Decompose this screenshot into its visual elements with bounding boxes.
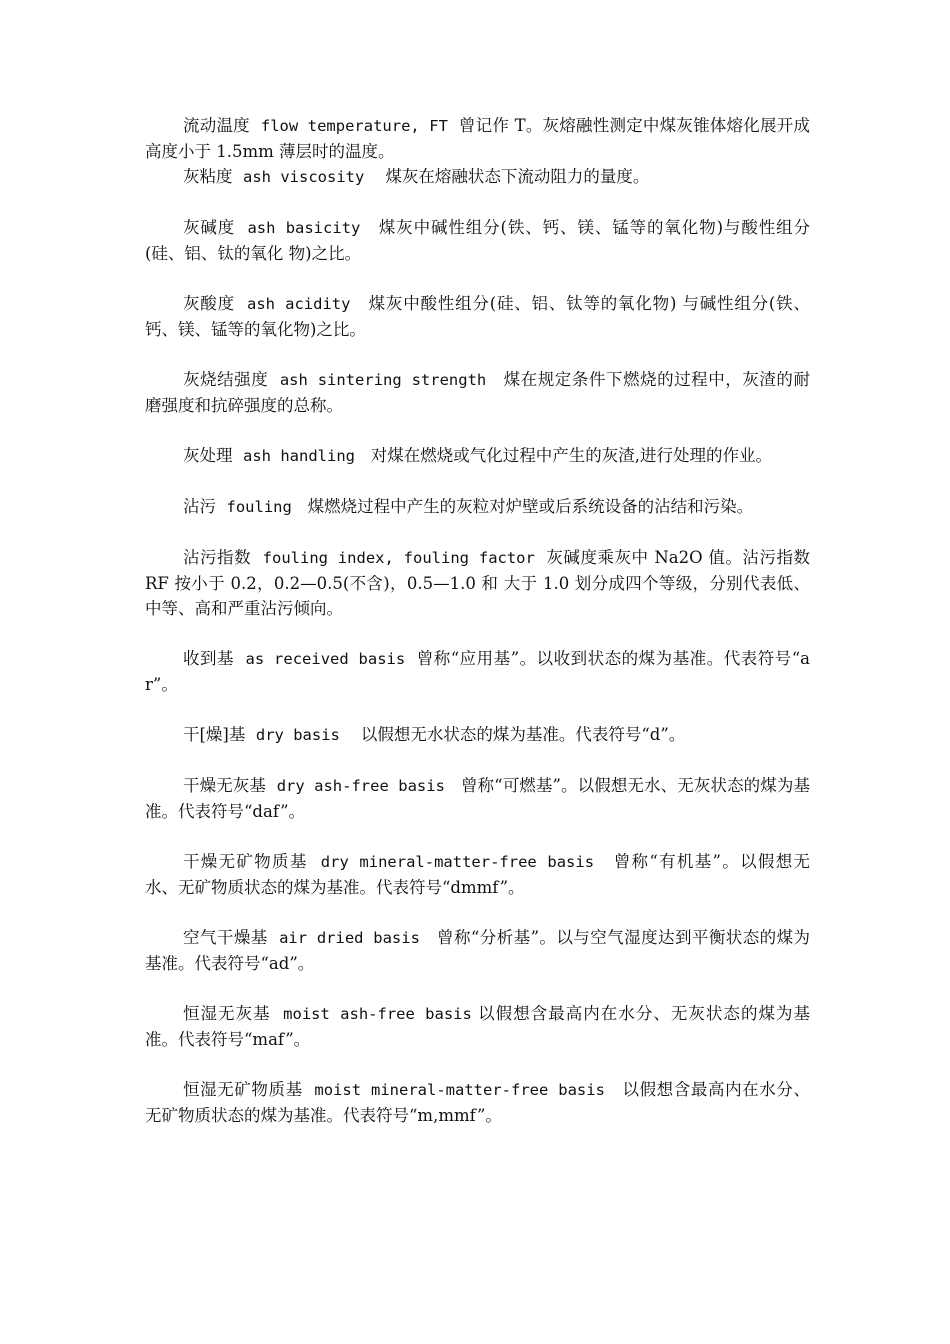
entry-definition: 曾记作 T。灰熔融性测定中煤灰锥体熔化展开成高度小于 1.5mm 薄层时的温度。: [145, 116, 810, 161]
entry-ash-viscosity: [145, 164, 810, 190]
entry-dry-ash-free-basis: [145, 773, 810, 824]
entry-english: ash viscosity: [243, 168, 365, 186]
entry-english: dry ash-free basis: [276, 777, 445, 795]
entry-moist-ash-free-basis: [145, 1001, 810, 1052]
entry-term: 流动温度: [183, 116, 250, 135]
entry-english: moist ash-free basis: [283, 1005, 472, 1023]
entry-english: dry basis: [255, 726, 340, 744]
entry-definition: 以假想含最高内在水分、无矿物质状态的煤为基准。代表符号“m,mmf”。: [145, 1080, 810, 1125]
entry-dry-basis: [145, 722, 810, 748]
entry-term: 恒湿无矿物质基: [183, 1080, 303, 1099]
entry-term: 灰烧结强度: [183, 370, 269, 389]
entry-definition: 灰碱度乘灰中 Na2O 值。沾污指数 RF 按小于 0.2，0.2—0.5(不含)，0.5—1.0 和 大于 1.0 划分成四个等级，分别代表低、中等、高和严重沾污倾向。: [145, 548, 816, 618]
entry-definition: 曾称“分析基”。以与空气湿度达到平衡状态的煤为基准。代表符号“ad”。: [145, 928, 811, 973]
entry-fouling-index: [145, 545, 816, 621]
entry-english: ash handling: [243, 447, 355, 465]
entry-definition: 对煤在燃烧或气化过程中产生的灰渣,进行处理的作业。: [370, 446, 772, 465]
entry-moist-mineral-matter-free-basis: [145, 1077, 810, 1128]
entry-definition: 煤燃烧过程中产生的灰粒对炉壁或后系统设备的沾结和污染。: [307, 497, 754, 516]
entry-english: ash acidity: [247, 295, 351, 313]
entry-definition: 曾称“有机基”。以假想无水、无矿物质状态的煤为基准。代表符号“dmmf”。: [145, 852, 810, 897]
entry-term: 干燥无灰基: [183, 776, 267, 795]
entry-definition: 煤在规定条件下燃烧的过程中，灰渣的耐磨强度和抗碎强度的总称。: [145, 370, 810, 415]
entry-term: 恒湿无灰基: [183, 1004, 271, 1023]
entry-term: 灰粘度: [183, 167, 233, 186]
entry-definition: 以假想无水状态的煤为基准。代表符号“d”。: [360, 725, 686, 744]
entry-definition: 曾称“应用基”。以收到状态的煤为基准。代表符号“ar”。: [145, 649, 811, 694]
entry-definition: 煤灰中碱性组分(铁、钙、镁、锰等的氧化物)与酸性组分(硅、铝、钛的氧化 物)之比。: [145, 218, 811, 263]
entry-english: as received basis: [245, 650, 406, 668]
entry-as-received-basis: [145, 646, 810, 697]
entry-english: fouling: [226, 498, 292, 516]
entry-ash-acidity: [145, 291, 810, 342]
entry-term: 灰酸度: [183, 294, 235, 313]
entry-english: fouling index, fouling factor: [262, 549, 535, 567]
entry-english: air dried basis: [279, 929, 420, 947]
entry-term: 干燥无矿物质基: [183, 852, 308, 871]
entry-english: dry mineral-matter-free basis: [320, 853, 595, 871]
entry-english: flow temperature, FT: [260, 117, 448, 135]
entry-term: 灰碱度: [183, 218, 236, 237]
entry-fouling: [145, 494, 810, 520]
entry-flow-temperature: [145, 113, 810, 164]
entry-english: ash sintering strength: [279, 371, 487, 389]
entry-english: ash basicity: [247, 219, 361, 237]
entry-term: 空气干燥基: [183, 928, 268, 947]
entry-ash-handling: [145, 443, 810, 469]
entry-term: 沾污指数: [183, 548, 252, 567]
entry-term: 干[燥]基: [183, 725, 246, 744]
entry-air-dried-basis: [145, 925, 810, 976]
entry-term: 灰处理: [183, 446, 233, 465]
entry-dry-mineral-matter-free-basis: [145, 849, 810, 900]
entry-term: 沾污: [183, 497, 216, 516]
entry-definition: 煤灰在熔融状态下流动阻力的量度。: [385, 167, 650, 186]
glossary-body: [145, 113, 816, 1128]
entry-term: 收到基: [183, 649, 235, 668]
entry-english: moist mineral-matter-free basis: [314, 1081, 605, 1099]
entry-definition: 曾称“可燃基”。以假想无水、无灰状态的煤为基准。代表符号“daf”。: [145, 776, 810, 821]
entry-definition: 煤灰中酸性组分(硅、铝、钛等的氧化物) 与碱性组分(铁、钙、镁、锰等的氧化物)之比。: [145, 294, 810, 339]
entry-ash-basicity: [145, 215, 810, 266]
entry-ash-sintering-strength: [145, 367, 810, 418]
entry-definition: 以假想含最高内在水分、无灰状态的煤为基准。代表符号“maf”。: [145, 1004, 811, 1049]
